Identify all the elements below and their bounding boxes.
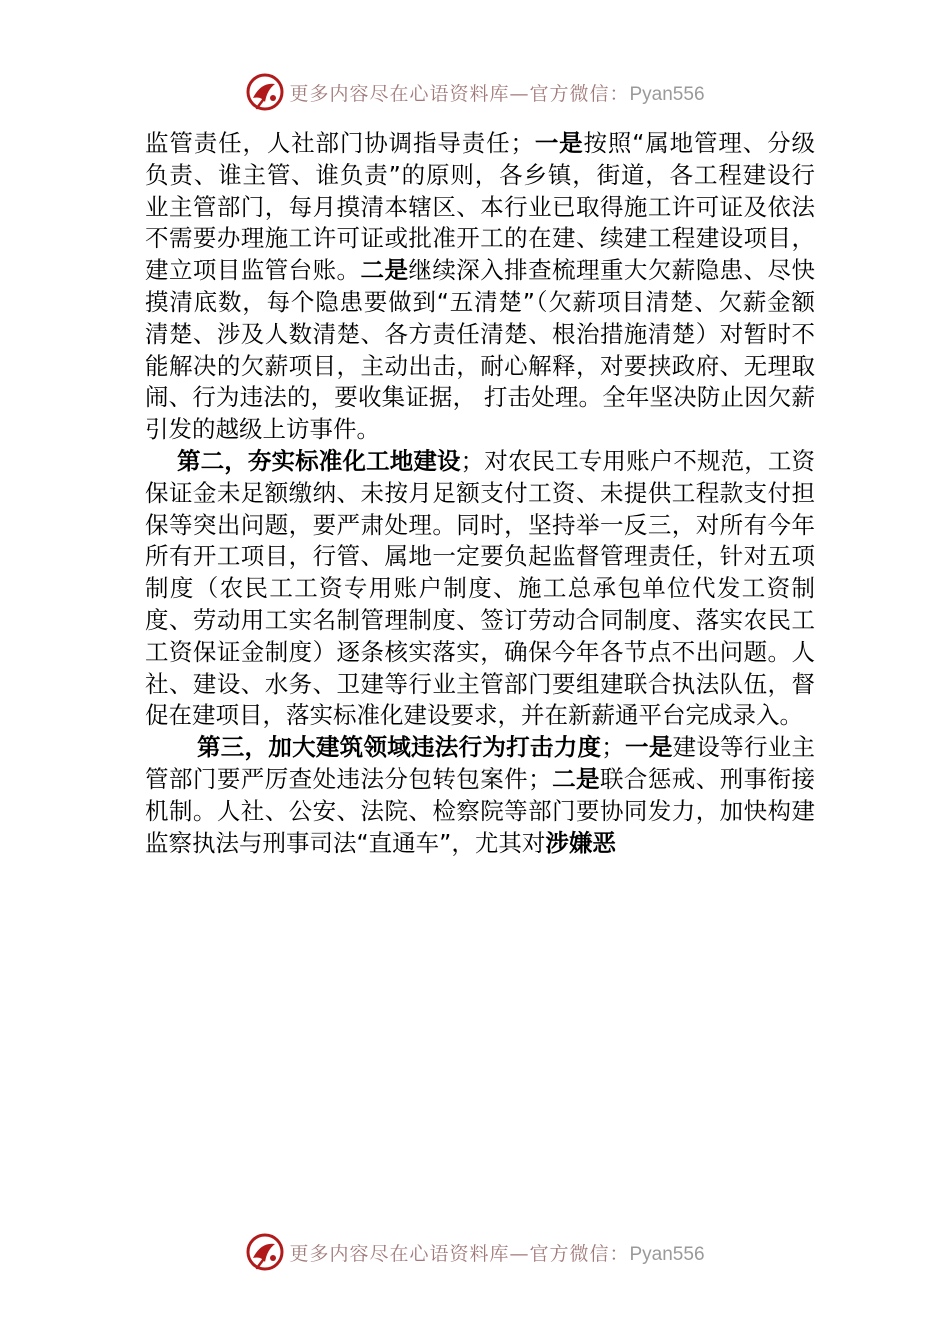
brand-logo-icon <box>245 1232 285 1272</box>
p1-bold-2: 二是 <box>360 256 409 285</box>
p1-text-1: 监管责任，人社部门协调指导责任； <box>145 129 534 157</box>
footer-prefix: 更多内容尽在心语资料库—官方微信： <box>289 1242 630 1265</box>
document-body <box>145 128 815 859</box>
footer-watermark-text <box>289 1239 704 1266</box>
p1-text-2: 按照“属地管理、分级负责、谁主管、谁负责”的原则，各乡镇，街道，各工程建设行业主管部门，每月摸清本辖区、本行业已取得施工许可证及依法不需要办理施工许可证或批准开工的在建、续建工程建设项目，建立项目监管台账。 <box>145 129 815 285</box>
p2-heading: 第二，夯实标准化工地建设 <box>177 446 461 475</box>
brand-logo-icon <box>245 72 285 112</box>
paragraph-3 <box>145 732 815 859</box>
page-footer <box>0 1230 950 1274</box>
paragraph-2 <box>145 446 815 732</box>
p3-text-2: 建设等行业主管部门要严厉查处违法分包转包案件； <box>145 733 816 793</box>
page-header <box>0 70 950 114</box>
p1-text-3: 继续深入排查梳理重大欠薪隐患、尽快摸清底数，每个隐患要做到“五清楚”（欠薪项目清楚、欠薪金额清楚、涉及人数清楚、各方责任清楚、根治措施清楚）对暂时不能解决的欠薪项目，主动出击，耐心解释，对要挟政府、无理取闹、行为违法的，要收集证据， 打击处理。全年坚决防止因欠薪引发的越级上访事件。 <box>145 256 816 444</box>
p3-bold-3: 涉嫌恶 <box>545 828 616 857</box>
p1-bold-1: 一是 <box>533 129 584 157</box>
p3-text-3: 联合惩戒、刑事衔接机制。人社、公安、法院、检察院等部门要协同发力，加快构建监察执法与刑事司法“直通车”，尤其对 <box>145 764 816 857</box>
p3-bold-1: 一是 <box>624 733 673 762</box>
p3-text-1: ； <box>601 733 625 762</box>
paragraph-1 <box>145 128 815 446</box>
p3-heading: 第三，加大建筑领域违法行为打击力度 <box>197 733 602 762</box>
footer-wechat-id: Pyan556 <box>629 1243 705 1265</box>
p3-bold-2: 二是 <box>551 764 600 793</box>
header-wechat-id: Pyan556 <box>629 83 705 105</box>
p2-text-1: ；对农民工专用账户不规范，工资保证金未足额缴纳、未按月足额支付工资、未提供工程款支付担保等突出问题，要严肃处理。同时，坚持举一反三，对所有今年所有开工项目，行管、属地一定要负起监督管理责任，针对五项制度（农民工工资专用账户制度、施工总承包单位代发工资制度、劳动用工实名制管理制度、签订劳动合同制度、落实农民工工资保证金制度）逐条核实落实，确保今年各节点不出问题。人社、建设、水务、卫建等行业主管部门要组建联合执法队伍，督促在建项目，落实标准化建设要求，并在新薪通平台完成录入。 <box>145 446 816 730</box>
header-prefix: 更多内容尽在心语资料库—官方微信： <box>289 82 630 105</box>
header-watermark-text <box>289 79 704 106</box>
